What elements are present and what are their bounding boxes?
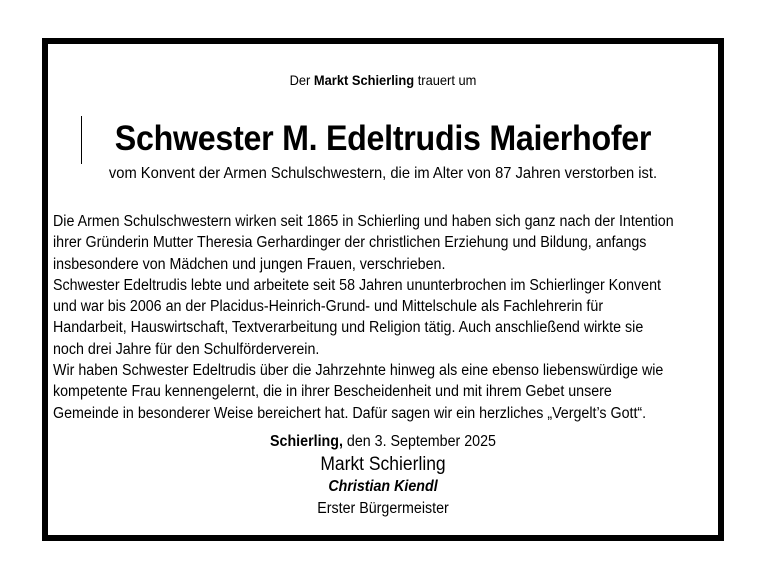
signer-name: Christian Kiendl (328, 478, 438, 495)
text-line: Handarbeit, Hauswirtschaft, Textverarbeitung und Religion tätig. Auch anschließend wirkte sie (53, 319, 644, 337)
text-line: Gemeinde in besonderer Weise bereichert hat. Dafür sagen wir ein herzliches „Vergelt’s Gott“. (53, 404, 647, 422)
obituary-notice (42, 38, 724, 541)
text-line: insbesondere von Mädchen und jungen Frauen, verschrieben. (53, 255, 446, 273)
text-line: ihrer Gründerin Mutter Theresia Gerhardinger der christlichen Erziehung und Bildung, anfangs (53, 234, 647, 252)
paragraph (53, 275, 715, 360)
place: Schierling, (270, 433, 343, 450)
text-line: und war bis 2006 an der Placidus-Heinrich-Grund- und Mittelschule als Fachlehrerin für (53, 298, 604, 316)
place-date (75, 433, 691, 451)
intro-line (75, 72, 691, 88)
body-text (53, 211, 715, 424)
intro-org: Markt Schierling (313, 72, 415, 88)
subtitle: vom Konvent der Armen Schulschwestern, die im Alter von 87 Jahren verstorben ist. (108, 165, 658, 182)
intro-prefix: Der (289, 72, 314, 88)
text-line: Schwester Edeltrudis lebte und arbeitete seit 58 Jahren ununterbrochen im Schierlinger Konvent (53, 276, 662, 294)
deceased-name: Schwester M. Edeltrudis Maierhofer (114, 119, 652, 158)
paragraph (53, 360, 715, 424)
signer-role: Erster Bürgermeister (317, 500, 449, 517)
signing-organization: Markt Schierling (320, 454, 446, 475)
intro-suffix: trauert um (414, 72, 477, 88)
paragraph (53, 211, 715, 275)
date: den 3. September 2025 (342, 433, 496, 450)
text-line: kompetente Frau kennengelernt, die in ihrer Bescheidenheit und mit ihrem Gebet unsere (53, 383, 612, 401)
text-line: Die Armen Schulschwestern wirken seit 1865 in Schierling und haben sich ganz nach der Intention (53, 213, 674, 230)
text-line: Wir haben Schwester Edeltrudis über die Jahrzehnte hinweg als eine ebenso liebenswürdige wie (53, 362, 664, 380)
text-line: noch drei Jahre für den Schulförderverein. (53, 340, 320, 358)
